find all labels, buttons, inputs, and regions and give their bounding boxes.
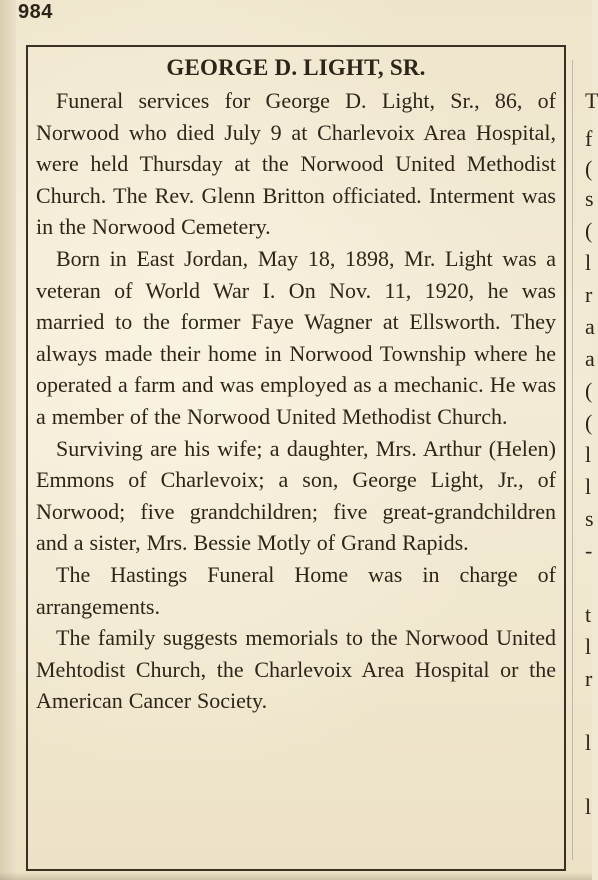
column-fragment: l [585,794,592,819]
column-fragment: r [585,282,593,307]
column-fragment: l [585,730,592,755]
column-fragment: r [585,666,593,691]
column-fragment: a [585,346,595,371]
page-bottom-edge [0,872,592,880]
paragraph-funeral-services: Funeral services for George D. Light, Sr., 86, of Norwood who died July 9 at Charlevoix Area Hospital, were held Thursday at the Norwood United Methodist Church. The Rev. Glenn Britton officiated. Interment was in the Norwood Cemetery. [36,88,556,240]
obituary-article [26,45,566,871]
column-fragment: a [585,314,595,339]
column-fragment: l [585,250,592,275]
column-fragment: s [585,506,594,531]
column-fragment: ( [585,410,593,435]
article-headline: GEORGE D. LIGHT, SR. [166,55,426,80]
left-page-margin [0,0,16,880]
column-fragment: t [585,602,592,627]
adjacent-column-cutoff [572,60,598,860]
column-fragment: - [585,538,593,563]
paragraph-survivors: Surviving are his wife; a daughter, Mrs. Arthur (Helen) Emmons of Charlevoix; a son, George Light, Jr., of Norwood; five grandchildren; five great-grandchildren and a sister, Mrs. Bessie Motly of Grand Rapids. [36,435,556,556]
paragraph-memorials: The family suggests memorials to the Norwood United Mehtodist Church, the Charlevoix Area Hospital or the American Cancer Society. [36,625,556,714]
paragraph-arrangements: The Hastings Funeral Home was in charge of arrangements. [36,561,556,619]
page-number: 984 [18,1,53,23]
column-fragment: T [585,88,598,113]
column-fragment: ( [585,156,593,181]
column-fragment: l [585,474,592,499]
paragraph-biography: Born in East Jordan, May 18, 1898, Mr. Light was a veteran of World War I. On Nov. 11, 1920, he was married to the former Faye Wagner at Ellsworth. They always made their home in Norwood Township where he operated a farm and was employed as a mechanic. He was a member of the Norwood United Methodist Church. [36,245,556,429]
column-fragment: ( [585,218,593,243]
column-fragment: ( [585,378,593,403]
column-fragment: f [585,126,593,151]
column-fragment: l [585,442,592,467]
column-fragment: l [585,634,592,659]
column-fragment: s [585,186,594,211]
